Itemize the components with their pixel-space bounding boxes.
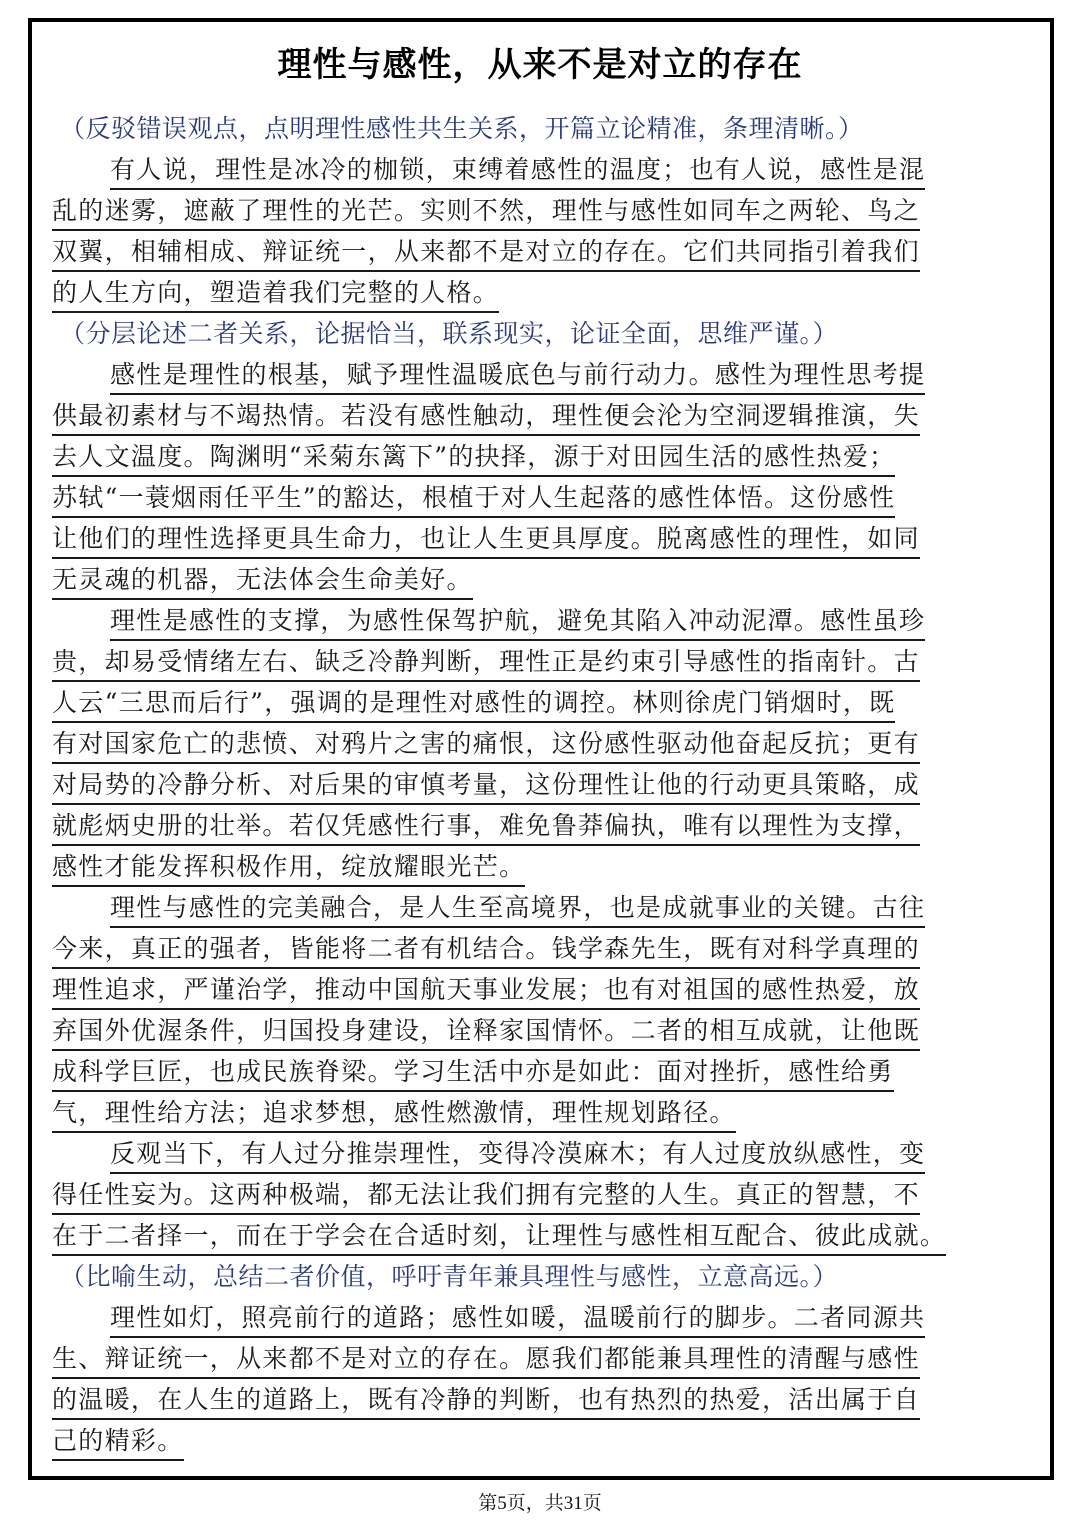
paragraph-2 xyxy=(52,354,1028,600)
text-line: 让他们的理性选择更具生命力，也让人生更具厚度。脱离感性的理性，如同 xyxy=(52,521,920,559)
text-line: 得任性妄为。这两种极端，都无法让我们拥有完整的人生。真正的智慧，不 xyxy=(52,1177,920,1215)
annotation-comment: （分层论述二者关系，论据恰当，联系现实，论证全面，思维严谨。） xyxy=(60,319,839,348)
text-line: 的人生方向，塑造着我们完整的人格。 xyxy=(52,275,499,313)
text-line: 今来，真正的强者，皆能将二者有机结合。钱学森先生，既有对科学真理的 xyxy=(52,931,920,969)
text-line: 在于二者择一，而在于学会在合适时刻，让理性与感性相互配合、彼此成就。 xyxy=(52,1218,946,1256)
text-line: 苏轼“一蓑烟雨任平生”的豁达，根植于对人生起落的感性体悟。这份感性 xyxy=(52,480,895,518)
text-line: 的温暖，在人生的道路上，既有冷静的判断，也有热烈的热爱，活出属于自 xyxy=(52,1382,920,1420)
text-line: 乱的迷雾，遮蔽了理性的光芒。实则不然，理性与感性如同车之两轮、鸟之 xyxy=(52,193,920,231)
text-line: 弃国外优渥条件，归国投身建设，诠释家国情怀。二者的相互成就，让他既 xyxy=(52,1013,920,1051)
text-line: 理性与感性的完美融合，是人生至高境界，也是成就事业的关键。古往 xyxy=(110,890,925,928)
text-line: 感性才能发挥积极作用，绽放耀眼光芒。 xyxy=(52,849,525,887)
text-line: 生、辩证统一，从来都不是对立的存在。愿我们都能兼具理性的清醒与感性 xyxy=(52,1341,920,1379)
paragraph-6 xyxy=(52,1297,1028,1461)
text-line: 有人说，理性是冰冷的枷锁，束缚着感性的温度；也有人说，感性是混 xyxy=(110,152,925,190)
paragraph-5 xyxy=(52,1133,1028,1256)
text-line: 无灵魂的机器，无法体会生命美好。 xyxy=(52,562,473,600)
text-line: 双翼，相辅相成、辩证统一，从来都不是对立的存在。它们共同指引着我们 xyxy=(52,234,920,272)
text-line: 己的精彩。 xyxy=(52,1423,184,1461)
text-line: 理性如灯，照亮前行的道路；感性如暖，温暖前行的脚步。二者同源共 xyxy=(110,1300,925,1338)
text-line: 反观当下，有人过分推崇理性，变得冷漠麻木；有人过度放纵感性，变 xyxy=(110,1136,925,1174)
text-line: 成科学巨匠，也成民族脊梁。学习生活中亦是如此：面对挫折，感性给勇 xyxy=(52,1054,894,1092)
text-line: 去人文温度。陶渊明“采菊东篱下”的抉择，源于对田园生活的感性热爱； xyxy=(52,439,895,477)
text-line: 有对国家危亡的悲愤、对鸦片之害的痛恨，这份感性驱动他奋起反抗；更有 xyxy=(52,726,920,764)
paragraph-3 xyxy=(52,600,1028,887)
text-line: 理性是感性的支撑，为感性保驾护航，避免其陷入冲动泥潭。感性虽珍 xyxy=(110,603,925,641)
text-line: 对局势的冷静分析、对后果的审慎考量，这份理性让他的行动更具策略，成 xyxy=(52,767,920,805)
text-line: 就彪炳史册的壮举。若仅凭感性行事，难免鲁莽偏执，唯有以理性为支撑， xyxy=(52,808,920,846)
page-number: 第5页，共31页 xyxy=(478,1493,602,1514)
paragraph-1 xyxy=(52,149,1028,313)
text-line: 感性是理性的根基，赋予理性温暖底色与前行动力。感性为理性思考提 xyxy=(110,357,925,395)
text-line: 气，理性给方法；追求梦想，感性燃激情，理性规划路径。 xyxy=(52,1095,736,1133)
text-line: 贵，却易受情绪左右、缺乏冷静判断，理性正是约束引导感性的指南针。古 xyxy=(52,644,920,682)
text-line: 人云“三思而后行”，强调的是理性对感性的调控。林则徐虎门销烟时，既 xyxy=(52,685,895,723)
annotation-comment: （比喻生动，总结二者价值，呼吁青年兼具理性与感性，立意高远。） xyxy=(60,1262,839,1291)
annotation-comment: （反驳错误观点，点明理性感性共生关系，开篇立论精准，条理清晰。） xyxy=(60,114,864,143)
text-line: 理性追求，严谨治学，推动中国航天事业发展；也有对祖国的感性热爱，放 xyxy=(52,972,920,1010)
essay-title: 理性与感性，从来不是对立的存在 xyxy=(277,45,803,85)
essay-body xyxy=(52,108,1028,1461)
text-line: 供最初素材与不竭热情。若没有感性触动，理性便会沦为空洞逻辑推演，失 xyxy=(52,398,920,436)
paragraph-4 xyxy=(52,887,1028,1133)
